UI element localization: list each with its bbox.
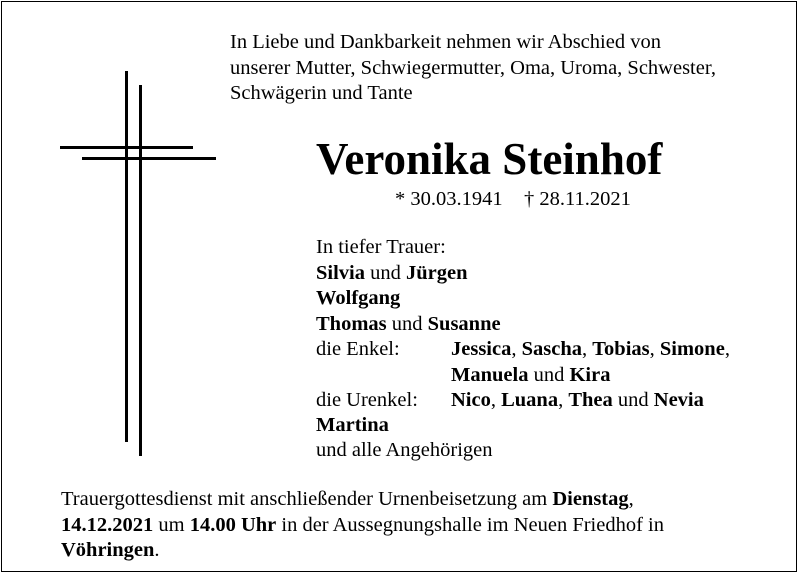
- service-text: um: [153, 513, 190, 536]
- death-date: † 28.11.2021: [524, 188, 631, 210]
- conjunction: und: [528, 363, 570, 386]
- separator: ,: [724, 338, 730, 360]
- conjunction: und: [365, 261, 406, 284]
- deceased-name: Veronika Steinhof: [316, 134, 663, 184]
- service-time: 14.00 Uhr: [189, 513, 277, 536]
- grandchild-name: Simone: [659, 338, 725, 360]
- separator: ,: [511, 338, 522, 360]
- service-date: 14.12.2021: [61, 513, 154, 536]
- service-text: Trauergottesdienst mit anschließender Urnenbeisetzung am: [61, 488, 553, 510]
- service-line-1: [61, 487, 664, 513]
- cross-icon-horizontal-top: [60, 146, 193, 149]
- mourner-couple-1: [316, 261, 501, 287]
- cross-icon-horizontal-bottom: [82, 157, 216, 160]
- service-info: [61, 487, 664, 564]
- service-place: Vöhringen: [61, 539, 155, 561]
- birth-date: * 30.03.1941: [395, 188, 503, 210]
- greatgrandchild-name: Luana: [501, 389, 559, 411]
- service-line-3: [61, 538, 664, 564]
- mourner-single: Wolfgang: [316, 287, 401, 309]
- mourner-name: Susanne: [427, 312, 501, 335]
- grandchild-name: Manuela: [451, 363, 529, 386]
- grandchild-name: Kira: [569, 363, 611, 386]
- greatgrandchildren-line-1: [451, 388, 704, 414]
- mourner-name: Silvia: [316, 261, 365, 284]
- closing-line: und alle Angehörigen: [316, 439, 493, 461]
- separator: ,: [558, 389, 569, 411]
- grandchild-name: Tobias: [592, 338, 650, 360]
- service-line-2: [61, 513, 664, 539]
- intro-line-3: Schwägerin und Tante: [230, 82, 413, 104]
- service-text: ,: [628, 488, 634, 510]
- greatgrandchild-name: Nevia: [653, 389, 704, 411]
- mourner-name: Thomas: [316, 312, 387, 335]
- separator: ,: [649, 338, 660, 360]
- separator: ,: [490, 389, 502, 411]
- service-text: .: [154, 539, 160, 561]
- grandchildren-line-2: [451, 363, 730, 389]
- grandchildren-label: die Enkel:: [316, 338, 400, 360]
- grandchildren-line-1: [451, 337, 730, 363]
- conjunction: und: [386, 312, 428, 335]
- mourner-couple-2: [316, 312, 501, 338]
- intro-text: [230, 30, 716, 107]
- greatgrandchild-name: Nico: [451, 389, 491, 411]
- grandchildren-list: [451, 337, 730, 388]
- mourners-block: [316, 235, 501, 337]
- greatgrandchildren-label: die Urenkel:: [316, 389, 418, 411]
- intro-line-2: unserer Mutter, Schwiegermutter, Oma, Uroma, Schwester,: [230, 56, 716, 79]
- separator: und: [612, 389, 654, 411]
- greatgrandchild-name: Thea: [568, 389, 613, 411]
- mourner-name: Jürgen: [406, 261, 468, 284]
- grandchild-name: Jessica: [451, 338, 512, 360]
- service-day: Dienstag: [552, 488, 629, 510]
- cross-icon-vertical-right: [139, 85, 142, 456]
- service-text: in der Aussegnungshalle im Neuen Friedhof in: [276, 513, 664, 536]
- cross-icon-vertical-left: [125, 71, 128, 442]
- separator: ,: [582, 338, 593, 360]
- mourners-heading: In tiefer Trauer:: [316, 236, 446, 258]
- intro-line-1: In Liebe und Dankbarkeit nehmen wir Abschied von: [230, 31, 661, 53]
- grandchild-name: Sascha: [521, 338, 582, 360]
- greatgrandchildren-line-2: Martina: [316, 414, 389, 436]
